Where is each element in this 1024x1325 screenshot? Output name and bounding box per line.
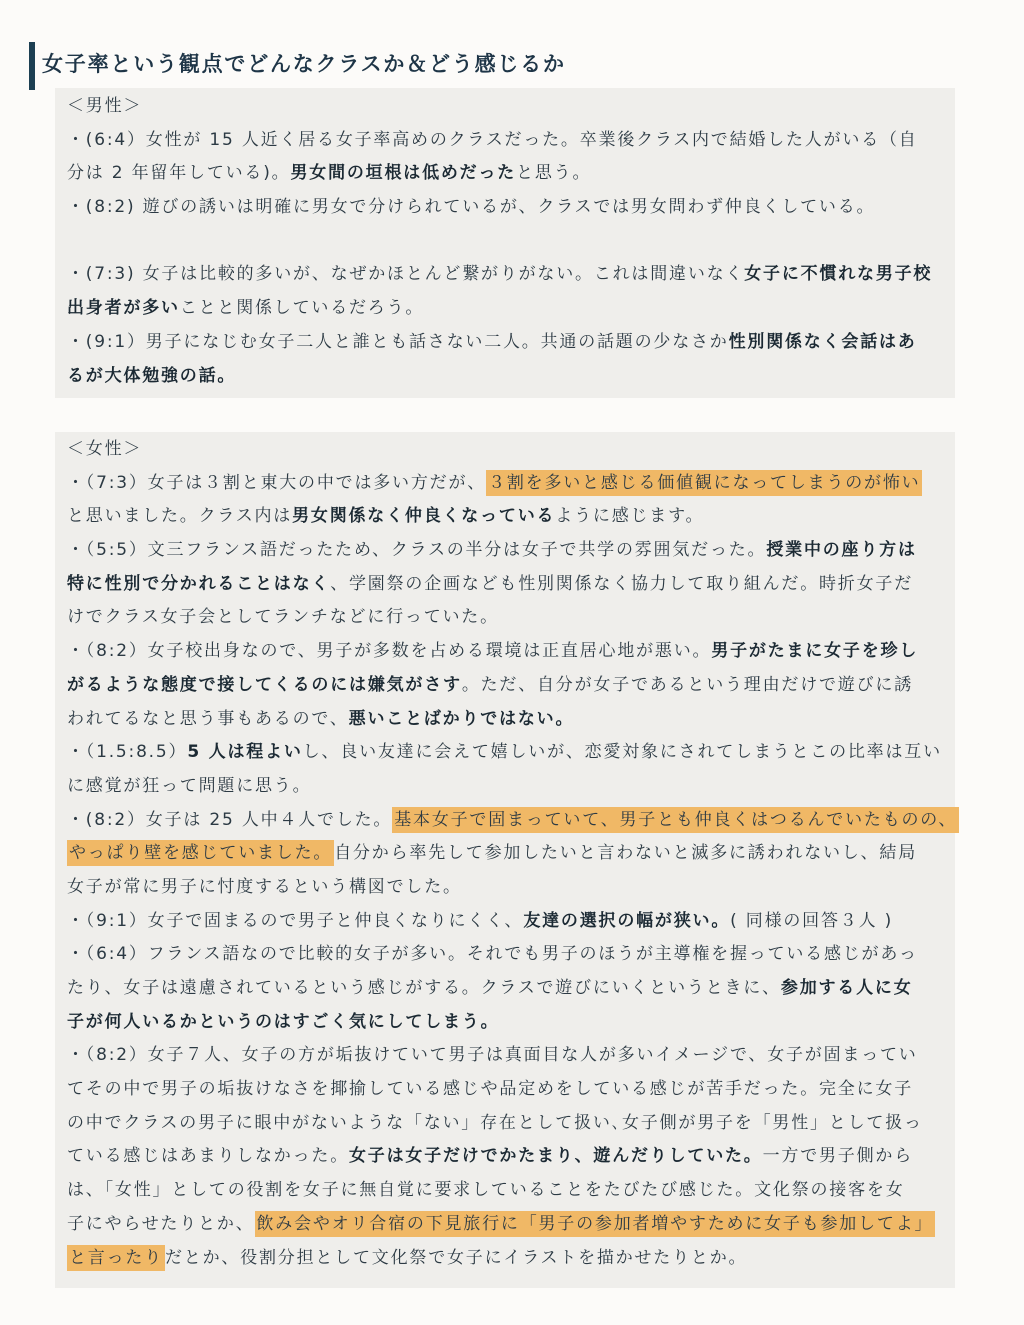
text-segment: ・（5:5）文三フランス語だったため、クラスの半分は女子で共学の雰囲気だった。 [67,540,767,561]
text-line [67,905,955,939]
female-responses-box [55,432,958,1288]
text-segment: に感覚が狂って問題に思う。 [67,775,312,796]
text-segment: 自分から率先して参加したいと言わないと滅多に誘われないし、結局 [334,843,918,864]
bold-text: 5 人は程よい [187,742,303,763]
text-segment: ・(6:4）女性が 15 人近く居る女子率高めのクラスだった。卒業後クラス内で結婚した人がいる（自 [67,129,918,150]
text-line [67,360,955,394]
text-segment: 子にやらせたりとか、 [67,1213,255,1234]
text-segment: だとか、役割分担として文化祭で女子にイラストを描かせたりとか。 [165,1247,748,1268]
text-line [67,500,955,534]
text-segment: たり、女子は遠慮されているという感じがする。クラスで遊びにいくというときに、 [67,978,781,998]
text-line [67,703,955,737]
male-responses-box [55,88,955,398]
bold-text: 男女間の垣根は低めだった [290,163,517,184]
text-segment: ( 同様の回答３人 ) [730,910,894,931]
heading-accent-bar [29,42,35,90]
text-line [67,292,955,326]
text-line [67,1174,955,1208]
text-segment: ・（9:1）女子で固まるので男子と仲良くなりにくく、 [67,910,524,931]
text-segment: ・（8:2）女子校出身なので、男子が多数を占める環境は正直居心地が悪い。 [67,641,712,662]
highlighted-text: 基本女子で固まっていて、男子とも仲良くはつるんでいたものの、 [392,807,959,833]
text-segment: と思う。 [516,163,592,184]
text-line [67,972,955,1006]
text-segment: ・(8:2）女子は 25 人中４人でした。 [67,809,393,830]
text-segment: ・（1.5:8.5） [67,742,188,763]
text-line [67,837,955,871]
text-line [67,467,955,501]
bold-text: 性別関係なく会話はあ [728,331,917,352]
highlighted-text: やっぱり壁を感じていました。 [67,840,334,866]
text-segment: ・（6:4）フランス語なので比較的女子が多い。それでも男子のほうが主導権を握っている感じがあっ [67,944,918,965]
text-segment: の中でクラスの男子に眼中がないような「ない」存在として扱い､女子側が男子を「男性」として扱っ [67,1112,923,1133]
text-line [67,635,955,669]
bold-text: 参加する人に女 [780,978,913,998]
text-line [67,258,955,292]
text-line [67,601,955,635]
text-line [67,770,955,804]
bold-text: 子が何人いるかというのはすごく気にしてしまう。 [67,1011,500,1032]
text-line [67,871,955,905]
text-line [67,1242,955,1276]
text-segment: し、良い友達に会えて嬉しいが、恋愛対象にされてしまうとこの比率は互い [302,742,942,763]
highlighted-text: と言ったり [67,1245,165,1271]
bold-text: 悪いことばかりではない。 [348,708,575,729]
text-line [67,669,955,703]
bold-text: 出身者が多い [67,298,180,319]
bold-text: るが大体勉強の話。 [67,365,237,386]
text-line [67,191,955,225]
text-segment: は、「女性」としての役割を女子に無自覚に要求していることをたびたび感じた。文化祭の接客を女 [67,1180,905,1201]
text-line [67,804,958,838]
bold-text: 女子は女子だけでかたまり、遊んだりしていた。 [349,1146,763,1167]
text-line [67,1006,955,1040]
text-line [67,568,955,602]
text-line [67,534,955,568]
text-segment: けでクラス女子会としてランチなどに行っていた。 [67,607,499,628]
highlighted-text: 飲み会やオリ合宿の下見旅行に「男子の参加者増やすために女子も参加してよ」 [255,1211,936,1237]
text-line [67,1039,955,1073]
text-segment: ことと関係しているだろう。 [179,298,425,319]
text-segment: 。ただ、自分が女子であるという理由だけで遊びに誘 [461,674,914,695]
bold-text: 特に性別で分かれることはなく [67,573,331,594]
text-segment: ・(7:3) 女子は比較的多いが、なぜかほとんど繋がりがない。これは間違いなく [67,264,745,285]
text-line [67,124,955,158]
text-segment: ・(9:1）男子になじむ女子二人と誰とも話さない二人。共通の話題の少なさか [67,331,729,352]
text-line [67,1107,955,1141]
text-line [67,1140,955,1174]
text-segment: ように感じます。 [555,506,705,527]
bold-text: 女子に不慣れな男子校 [744,264,933,285]
highlighted-text: ３割を多いと感じる価値観になってしまうのが怖い [486,470,922,496]
text-line [67,938,955,972]
male-heading: ＜男性＞ [67,96,143,116]
text-segment: ・（8:2）女子７人、女子の方が垢抜けていて男子は真面目な人が多いイメージで、女子が固まってい [67,1045,918,1066]
text-segment: ・（7:3）女子は３割と東大の中では多い方だが、 [67,472,487,493]
female-heading: ＜女性＞ [67,439,143,459]
bold-text: がるような態度で接してくるのには嫌気がさす [67,674,462,695]
text-segment: 一方で男子側から [762,1146,914,1167]
text-line [67,1208,955,1242]
text-segment: 女子が常に男子に忖度するという構図でした。 [67,876,462,897]
section-title: 女子率という観点でどんなクラスか＆どう感じるか [42,52,566,76]
bold-text: 友達の選択の幅が狭い。 [523,910,731,931]
bold-text: 男女関係なく仲良くなっている [292,506,556,527]
text-line [67,326,955,360]
blank-line [67,225,955,259]
text-line [67,736,955,770]
text-segment: ている感じはあまりしなかった。 [67,1146,349,1167]
bold-text: 授業中の座り方は [766,540,917,561]
text-line [67,1073,955,1107]
text-segment: 分は 2 年留年している)。 [67,163,291,184]
text-segment: 、学園祭の企画なども性別関係なく協力して取り組んだ。時折女子だ [330,573,914,594]
text-segment: われてるなと思う事もあるので、 [67,708,349,729]
text-segment: てその中で男子の垢抜けなさを揶揄している感じや品定めをしている感じが苦手だった。完全に女子 [67,1079,913,1100]
text-segment: ・(8:2) 遊びの誘いは明確に男女で分けられているが、クラスでは男女問わず仲良くしている。 [67,197,876,218]
bold-text: 男子がたまに女子を珍し [711,641,919,662]
text-segment: と思いました。クラス内は [67,506,293,527]
text-line [67,157,955,191]
